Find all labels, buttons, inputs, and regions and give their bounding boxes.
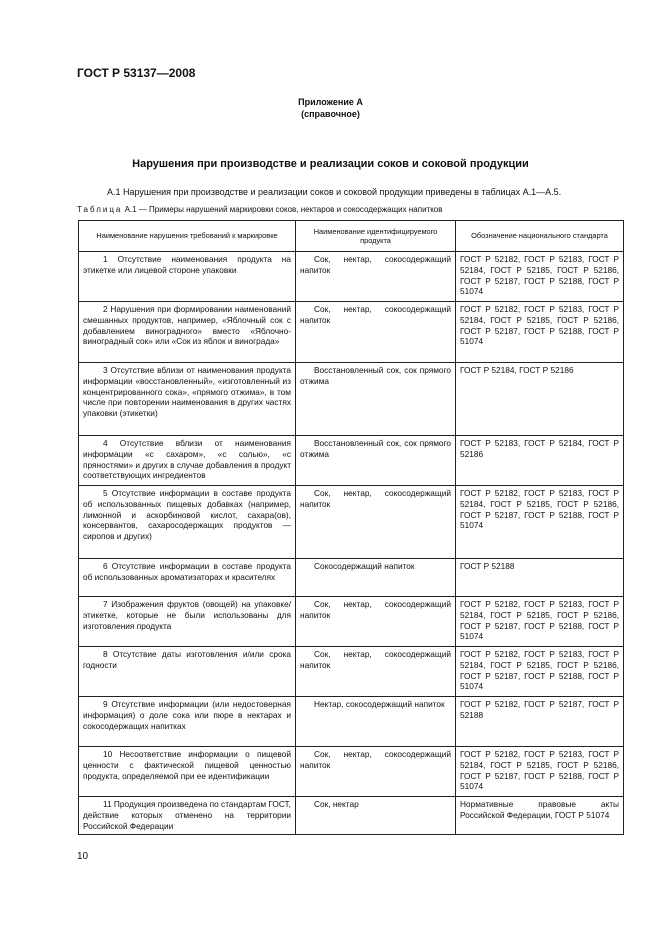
violation-cell: 9 Отсутствие информации (или недостоверная информация) о доле сока или пюре в нектарах и сокосодержащих напитках — [79, 697, 296, 747]
column-header-standard: Обозначение национального стандарта — [456, 221, 624, 252]
table-row — [79, 363, 624, 436]
document-code: ГОСТ Р 53137—2008 — [77, 66, 196, 80]
violation-cell: 4 Отсутствие вблизи от наименования информации «с сахаром», «с солью», «с пряностями» и других в случае добавления в продукт соответствующих ингредиентов — [79, 436, 296, 486]
standard-cell: ГОСТ Р 52182, ГОСТ Р 52183, ГОСТ Р 52184, ГОСТ Р 52185, ГОСТ Р 52186, ГОСТ Р 52187, ГОСТ Р 52188, ГОСТ Р 51074 — [456, 597, 624, 647]
standard-cell: ГОСТ Р 52182, ГОСТ Р 52183, ГОСТ Р 52184, ГОСТ Р 52185, ГОСТ Р 52186, ГОСТ Р 52187, ГОСТ Р 52188, ГОСТ Р 51074 — [456, 486, 624, 559]
table-row — [79, 252, 624, 302]
intro-paragraph: А.1 Нарушения при производстве и реализации соков и соковой продукции приведены в таблицах А.1—А.5. — [107, 187, 562, 197]
table-row — [79, 559, 624, 597]
violation-cell: 1 Отсутствие наименования продукта на этикетке или лицевой стороне упаковки — [79, 252, 296, 302]
product-cell: Сок, нектар, сокосодержащий напиток — [296, 597, 456, 647]
table-caption-prefix: Таблица — [77, 205, 123, 214]
table-row — [79, 647, 624, 697]
standard-cell: ГОСТ Р 52182, ГОСТ Р 52183, ГОСТ Р 52184, ГОСТ Р 52185, ГОСТ Р 52186, ГОСТ Р 52187, ГОСТ Р 52188, ГОСТ Р 51074 — [456, 747, 624, 797]
violation-cell: 7 Изображения фруктов (овощей) на упаковке/этикетке, которые не были использованы для изготовления продукта — [79, 597, 296, 647]
table-row — [79, 697, 624, 747]
product-cell: Нектар, сокосодержащий напиток — [296, 697, 456, 747]
standard-cell: ГОСТ Р 52182, ГОСТ Р 52187, ГОСТ Р 52188 — [456, 697, 624, 747]
product-cell: Сокосодержащий напиток — [296, 559, 456, 597]
product-cell: Сок, нектар, сокосодержащий напиток — [296, 302, 456, 363]
violations-table — [78, 220, 624, 835]
table-row — [79, 302, 624, 363]
standard-cell: ГОСТ Р 52182, ГОСТ Р 52183, ГОСТ Р 52184, ГОСТ Р 52185, ГОСТ Р 52186, ГОСТ Р 52187, ГОСТ Р 52188, ГОСТ Р 51074 — [456, 252, 624, 302]
violation-cell: 2 Нарушения при формировании наименований смешанных продуктов, например, «Яблочный сок с добавлением виноградного» вместо «Яблочно-виноградный сок» или «Сок из яблок и винограда» — [79, 302, 296, 363]
appendix-note: (справочное) — [301, 109, 360, 119]
violation-cell: 10 Несоответствие информации о пищевой ценности с фактической пищевой ценностью продукта, определяемой при ее идентификации — [79, 747, 296, 797]
violation-cell: 5 Отсутствие информации в составе продукта об использованных пищевых добавках (например, лимонной и аскорбиновой кислот, сахара(ов), консервантов, сахаросодержащих продуктов — сиропов и других) — [79, 486, 296, 559]
standard-cell: ГОСТ Р 52183, ГОСТ Р 52184, ГОСТ Р 52186 — [456, 436, 624, 486]
table-caption-text: А.1 — Примеры нарушений маркировки соков, нектаров и сокосодержащих напитков — [122, 205, 443, 214]
section-heading: Нарушения при производстве и реализации соков и соковой продукции — [132, 158, 529, 170]
violation-cell: 6 Отсутствие информации в составе продукта об использованных ароматизаторах и красителях — [79, 559, 296, 597]
standard-cell: ГОСТ Р 52182, ГОСТ Р 52183, ГОСТ Р 52184, ГОСТ Р 52185, ГОСТ Р 52186, ГОСТ Р 52187, ГОСТ Р 52188, ГОСТ Р 51074 — [456, 302, 624, 363]
table-header-row — [79, 221, 624, 252]
column-header-violation: Наименование нарушения требований к маркировке — [79, 221, 296, 252]
standard-cell: ГОСТ Р 52182, ГОСТ Р 52183, ГОСТ Р 52184, ГОСТ Р 52185, ГОСТ Р 52186, ГОСТ Р 52187, ГОСТ Р 52188, ГОСТ Р 51074 — [456, 647, 624, 697]
product-cell: Сок, нектар — [296, 797, 456, 835]
table-row — [79, 597, 624, 647]
product-cell: Сок, нектар, сокосодержащий напиток — [296, 486, 456, 559]
product-cell: Сок, нектар, сокосодержащий напиток — [296, 747, 456, 797]
table-row — [79, 436, 624, 486]
product-cell: Восстановленный сок, сок прямого отжима — [296, 436, 456, 486]
table-caption — [77, 205, 443, 214]
page-number: 10 — [77, 851, 89, 862]
column-header-product: Наименование идентифицируемого продукта — [296, 221, 456, 252]
appendix-title: Приложение А — [298, 97, 363, 107]
standard-cell: ГОСТ Р 52184, ГОСТ Р 52186 — [456, 363, 624, 436]
product-cell: Сок, нектар, сокосодержащий напиток — [296, 647, 456, 697]
violation-cell: 11 Продукция произведена по стандартам ГОСТ, действие которых отменено на территории Российской Федерации — [79, 797, 296, 835]
violation-cell: 3 Отсутствие вблизи от наименования продукта информации «восстановленный», «изготовленный из концентрированного сока», «прямого отжима», в том числе при повторении наименования в других частях упаковки (этикетки) — [79, 363, 296, 436]
table-row — [79, 486, 624, 559]
violation-cell: 8 Отсутствие даты изготовления и/или срока годности — [79, 647, 296, 697]
product-cell: Восстановленный сок, сок прямого отжима — [296, 363, 456, 436]
standard-cell: Нормативные правовые акты Российской Федерации, ГОСТ Р 51074 — [456, 797, 624, 835]
table-row — [79, 747, 624, 797]
product-cell: Сок, нектар, сокосодержащий напиток — [296, 252, 456, 302]
appendix-header — [0, 96, 661, 120]
standard-cell: ГОСТ Р 52188 — [456, 559, 624, 597]
table-row — [79, 797, 624, 835]
